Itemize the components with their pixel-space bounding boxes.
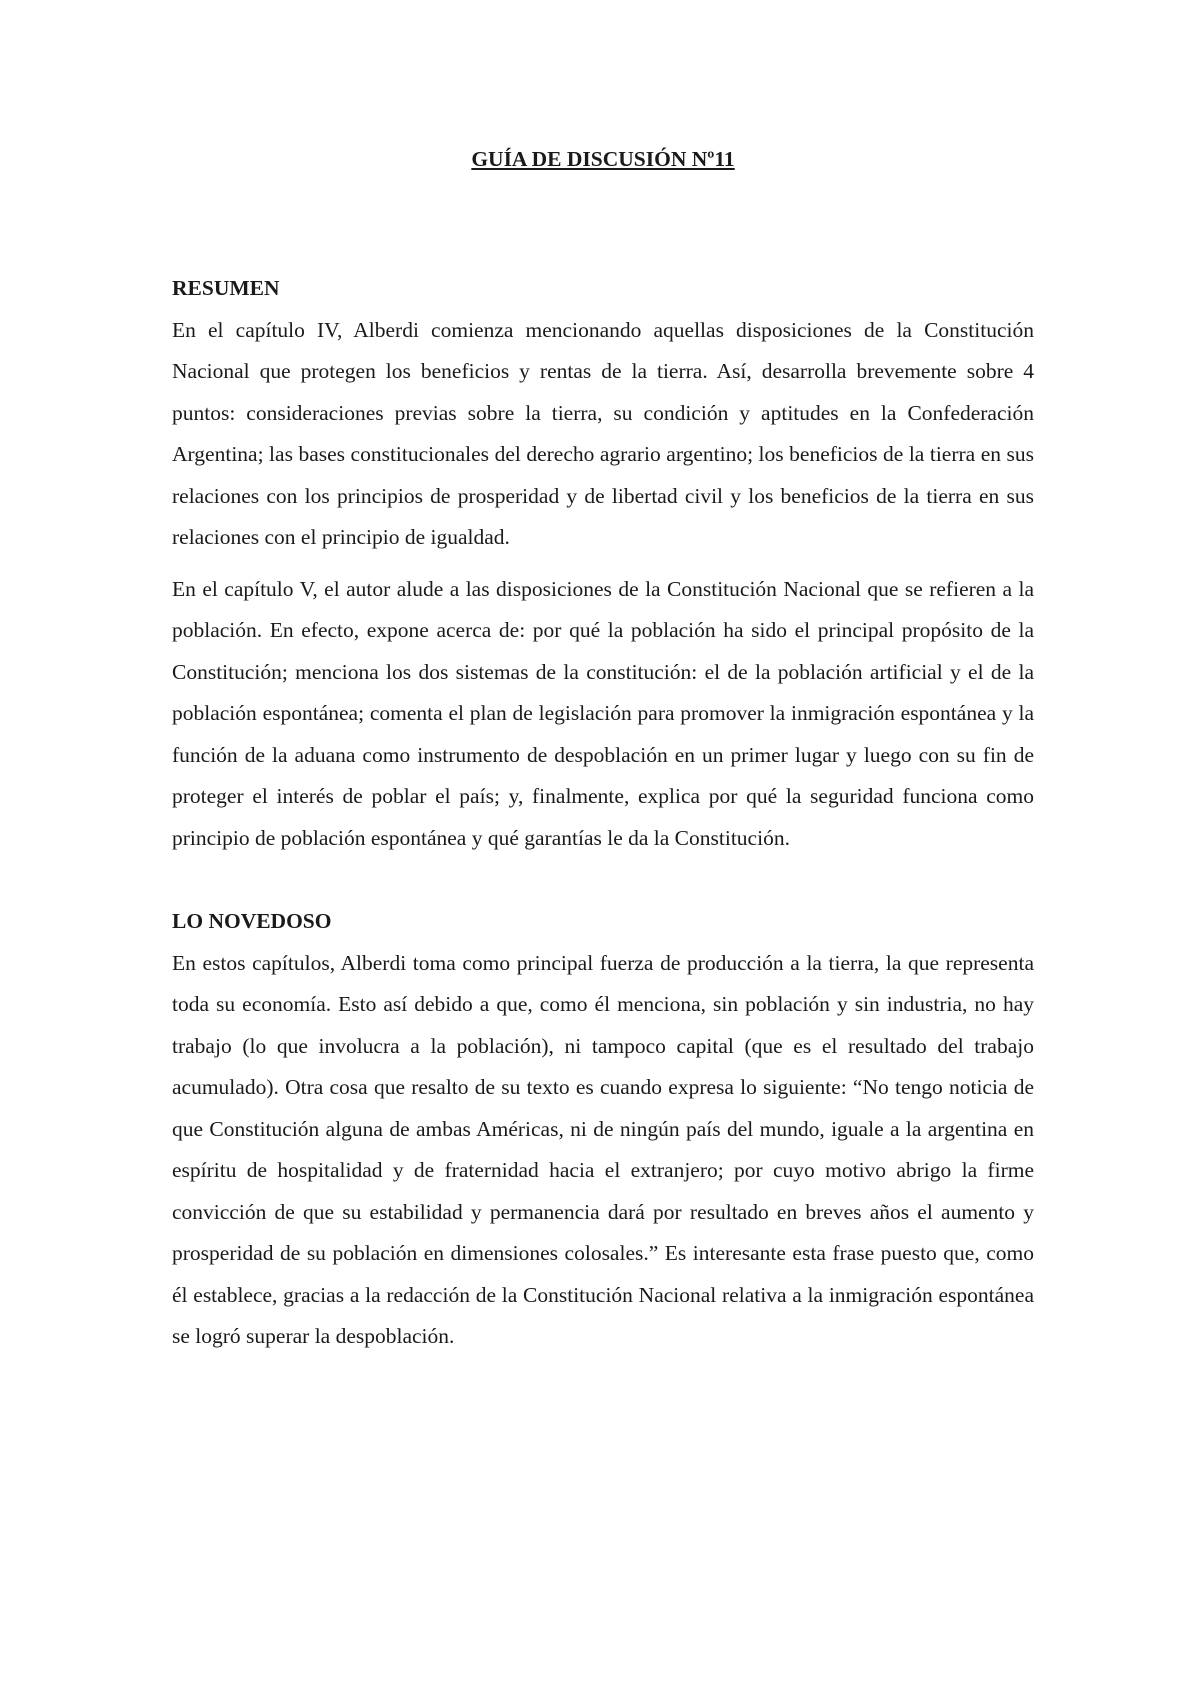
resumen-paragraph-1: En el capítulo IV, Alberdi comienza mencionando aquellas disposiciones de la Constitución Nacional que protegen los beneficios y rentas de la tierra. Así, desarrolla brevemente sobre 4 puntos: consideraciones previas sobre la tierra, su condición y aptitudes en la Confederación Argentina; las bases constitucionales del derecho agrario argentino; los beneficios de la tierra en sus relaciones con los principios de prosperidad y de libertad civil y los beneficios de la tierra en sus relaciones con el principio de igualdad. bbox=[172, 317, 1034, 549]
novedoso-paragraph-1: En estos capítulos, Alberdi toma como principal fuerza de producción a la tierra, la que representa toda su economía. Esto así debido a que, como él menciona, sin población y sin industria, no hay trabajo (lo que involucra a la población), ni tampoco capital (que es el resultado del trabajo acumulado). Otra cosa que resalto de su texto es cuando expresa lo siguiente: “No tengo noticia de que Constitución alguna de ambas Américas, ni de ningún país del mundo, iguale a la argentina en espíritu de hospitalidad y de fraternidad hacia el extranjero; por cuyo motivo abrigo la firme convicción de que su estabilidad y permanencia dará por resultado en breves años el aumento y prosperidad de su población en dimensiones colosales.” Es interesante esta frase puesto que, como él establece, gracias a la redacción de la Constitución Nacional relativa a la inmigración espontánea se logró superar la despoblación. bbox=[172, 950, 1034, 1348]
section-heading-resumen: RESUMEN bbox=[172, 276, 280, 300]
section-heading-lo-novedoso: LO NOVEDOSO bbox=[172, 909, 332, 933]
document-body bbox=[172, 138, 1034, 1358]
resumen-paragraph-2: En el capítulo V, el autor alude a las disposiciones de la Constitución Nacional que se refieren a la población. En efecto, expone acerca de: por qué la población ha sido el principal propósito de la Constitución; menciona los dos sistemas de la constitución: el de la población artificial y el de la población espontánea; comenta el plan de legislación para promover la inmigración espontánea y la función de la aduana como instrumento de despoblación en un primer lugar y luego con su fin de proteger el interés de poblar el país; y, finalmente, explica por qué la seguridad funciona como principio de población espontánea y qué garantías le da la Constitución. bbox=[172, 576, 1034, 850]
document-title: GUÍA DE DISCUSIÓN Nº11 bbox=[471, 147, 735, 171]
